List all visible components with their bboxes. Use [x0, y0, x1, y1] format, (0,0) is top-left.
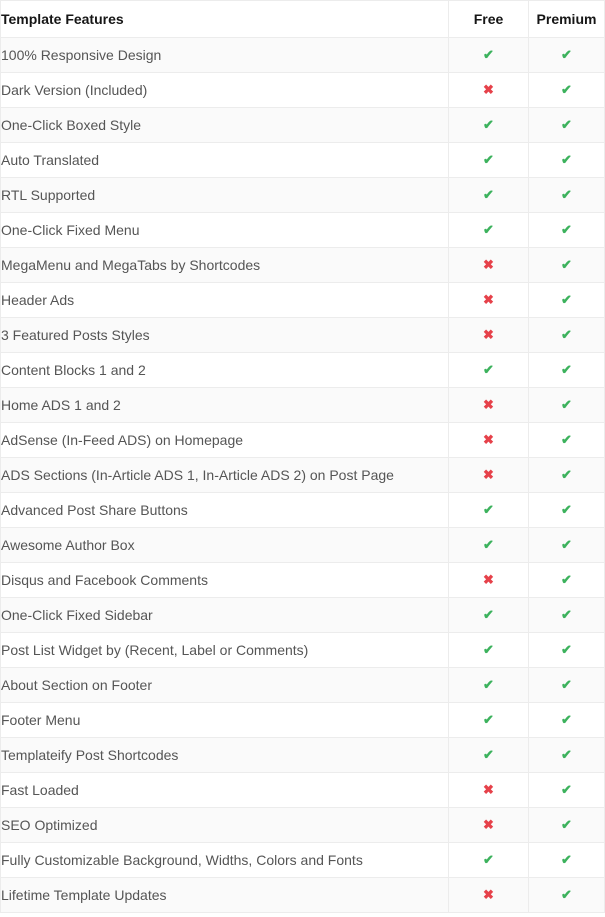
- free-cell: [449, 458, 529, 493]
- feature-label: Lifetime Template Updates: [1, 878, 449, 913]
- check-icon: ✔: [561, 607, 572, 622]
- table-row: [1, 388, 605, 423]
- check-icon: ✔: [483, 152, 494, 167]
- table-row: [1, 878, 605, 913]
- check-icon: ✔: [561, 817, 572, 832]
- premium-cell: [529, 773, 605, 808]
- free-cell: [449, 108, 529, 143]
- free-cell: [449, 703, 529, 738]
- premium-cell: [529, 283, 605, 318]
- feature-label: Auto Translated: [1, 143, 449, 178]
- premium-cell: [529, 458, 605, 493]
- premium-cell: [529, 423, 605, 458]
- check-icon: ✔: [561, 327, 572, 342]
- feature-label: Content Blocks 1 and 2: [1, 353, 449, 388]
- premium-cell: [529, 738, 605, 773]
- check-icon: ✔: [561, 467, 572, 482]
- check-icon: ✔: [483, 502, 494, 517]
- cross-icon: ✖: [483, 82, 494, 97]
- table-header: [1, 1, 605, 38]
- free-cell: [449, 388, 529, 423]
- table-row: [1, 73, 605, 108]
- premium-cell: [529, 143, 605, 178]
- column-header-features: Template Features: [1, 1, 449, 38]
- check-icon: ✔: [561, 362, 572, 377]
- cross-icon: ✖: [483, 327, 494, 342]
- table-row: [1, 633, 605, 668]
- check-icon: ✔: [561, 82, 572, 97]
- check-icon: ✔: [561, 747, 572, 762]
- check-icon: ✔: [561, 677, 572, 692]
- feature-label: RTL Supported: [1, 178, 449, 213]
- cross-icon: ✖: [483, 572, 494, 587]
- premium-cell: [529, 563, 605, 598]
- premium-cell: [529, 633, 605, 668]
- check-icon: ✔: [483, 47, 494, 62]
- table-row: [1, 528, 605, 563]
- table-row: [1, 353, 605, 388]
- free-cell: [449, 493, 529, 528]
- premium-cell: [529, 598, 605, 633]
- free-cell: [449, 143, 529, 178]
- premium-cell: [529, 528, 605, 563]
- column-header-premium: Premium: [529, 1, 605, 38]
- check-icon: ✔: [561, 642, 572, 657]
- premium-cell: [529, 73, 605, 108]
- free-cell: [449, 38, 529, 73]
- cross-icon: ✖: [483, 257, 494, 272]
- check-icon: ✔: [561, 117, 572, 132]
- cross-icon: ✖: [483, 292, 494, 307]
- feature-label: About Section on Footer: [1, 668, 449, 703]
- premium-cell: [529, 668, 605, 703]
- feature-label: One-Click Boxed Style: [1, 108, 449, 143]
- feature-label: Header Ads: [1, 283, 449, 318]
- header-row: [1, 1, 605, 38]
- table-row: [1, 38, 605, 73]
- premium-cell: [529, 878, 605, 913]
- table-row: [1, 598, 605, 633]
- check-icon: ✔: [561, 712, 572, 727]
- check-icon: ✔: [483, 362, 494, 377]
- table-row: [1, 738, 605, 773]
- table-row: [1, 178, 605, 213]
- free-cell: [449, 178, 529, 213]
- table-row: [1, 143, 605, 178]
- check-icon: ✔: [483, 187, 494, 202]
- free-cell: [449, 738, 529, 773]
- check-icon: ✔: [561, 572, 572, 587]
- cross-icon: ✖: [483, 782, 494, 797]
- free-cell: [449, 598, 529, 633]
- cross-icon: ✖: [483, 432, 494, 447]
- table-row: [1, 213, 605, 248]
- feature-label: Awesome Author Box: [1, 528, 449, 563]
- premium-cell: [529, 703, 605, 738]
- check-icon: ✔: [561, 537, 572, 552]
- check-icon: ✔: [483, 642, 494, 657]
- column-header-free: Free: [449, 1, 529, 38]
- feature-label: MegaMenu and MegaTabs by Shortcodes: [1, 248, 449, 283]
- feature-label: Fully Customizable Background, Widths, Colors and Fonts: [1, 843, 449, 878]
- free-cell: [449, 878, 529, 913]
- table-row: [1, 318, 605, 353]
- table-row: [1, 283, 605, 318]
- check-icon: ✔: [483, 852, 494, 867]
- table-row: [1, 773, 605, 808]
- cross-icon: ✖: [483, 817, 494, 832]
- table-body: [1, 38, 605, 913]
- premium-cell: [529, 353, 605, 388]
- table-row: [1, 563, 605, 598]
- check-icon: ✔: [483, 747, 494, 762]
- premium-cell: [529, 213, 605, 248]
- feature-label: 3 Featured Posts Styles: [1, 318, 449, 353]
- table-row: [1, 493, 605, 528]
- premium-cell: [529, 843, 605, 878]
- free-cell: [449, 808, 529, 843]
- feature-label: ADS Sections (In-Article ADS 1, In-Article ADS 2) on Post Page: [1, 458, 449, 493]
- free-cell: [449, 318, 529, 353]
- check-icon: ✔: [561, 432, 572, 447]
- feature-label: Disqus and Facebook Comments: [1, 563, 449, 598]
- check-icon: ✔: [561, 782, 572, 797]
- free-cell: [449, 213, 529, 248]
- feature-label: One-Click Fixed Sidebar: [1, 598, 449, 633]
- feature-label: Advanced Post Share Buttons: [1, 493, 449, 528]
- cross-icon: ✖: [483, 467, 494, 482]
- check-icon: ✔: [483, 537, 494, 552]
- cross-icon: ✖: [483, 397, 494, 412]
- feature-label: Dark Version (Included): [1, 73, 449, 108]
- table-row: [1, 458, 605, 493]
- check-icon: ✔: [561, 292, 572, 307]
- premium-cell: [529, 388, 605, 423]
- free-cell: [449, 773, 529, 808]
- table-row: [1, 808, 605, 843]
- check-icon: ✔: [561, 222, 572, 237]
- check-icon: ✔: [483, 222, 494, 237]
- check-icon: ✔: [561, 852, 572, 867]
- feature-label: SEO Optimized: [1, 808, 449, 843]
- feature-label: Fast Loaded: [1, 773, 449, 808]
- check-icon: ✔: [561, 502, 572, 517]
- cross-icon: ✖: [483, 887, 494, 902]
- check-icon: ✔: [561, 152, 572, 167]
- free-cell: [449, 633, 529, 668]
- check-icon: ✔: [483, 677, 494, 692]
- feature-label: One-Click Fixed Menu: [1, 213, 449, 248]
- check-icon: ✔: [561, 257, 572, 272]
- free-cell: [449, 563, 529, 598]
- premium-cell: [529, 108, 605, 143]
- check-icon: ✔: [561, 887, 572, 902]
- table-row: [1, 843, 605, 878]
- feature-label: 100% Responsive Design: [1, 38, 449, 73]
- check-icon: ✔: [561, 47, 572, 62]
- free-cell: [449, 843, 529, 878]
- premium-cell: [529, 493, 605, 528]
- feature-label: Home ADS 1 and 2: [1, 388, 449, 423]
- feature-label: Templateify Post Shortcodes: [1, 738, 449, 773]
- free-cell: [449, 423, 529, 458]
- table-row: [1, 248, 605, 283]
- free-cell: [449, 283, 529, 318]
- table-row: [1, 108, 605, 143]
- check-icon: ✔: [483, 712, 494, 727]
- feature-label: Footer Menu: [1, 703, 449, 738]
- free-cell: [449, 528, 529, 563]
- premium-cell: [529, 38, 605, 73]
- table-row: [1, 703, 605, 738]
- free-cell: [449, 668, 529, 703]
- premium-cell: [529, 248, 605, 283]
- table-row: [1, 668, 605, 703]
- check-icon: ✔: [561, 187, 572, 202]
- premium-cell: [529, 178, 605, 213]
- feature-label: Post List Widget by (Recent, Label or Comments): [1, 633, 449, 668]
- table-row: [1, 423, 605, 458]
- premium-cell: [529, 808, 605, 843]
- free-cell: [449, 248, 529, 283]
- check-icon: ✔: [561, 397, 572, 412]
- free-cell: [449, 353, 529, 388]
- premium-cell: [529, 318, 605, 353]
- feature-label: AdSense (In-Feed ADS) on Homepage: [1, 423, 449, 458]
- check-icon: ✔: [483, 607, 494, 622]
- check-icon: ✔: [483, 117, 494, 132]
- free-cell: [449, 73, 529, 108]
